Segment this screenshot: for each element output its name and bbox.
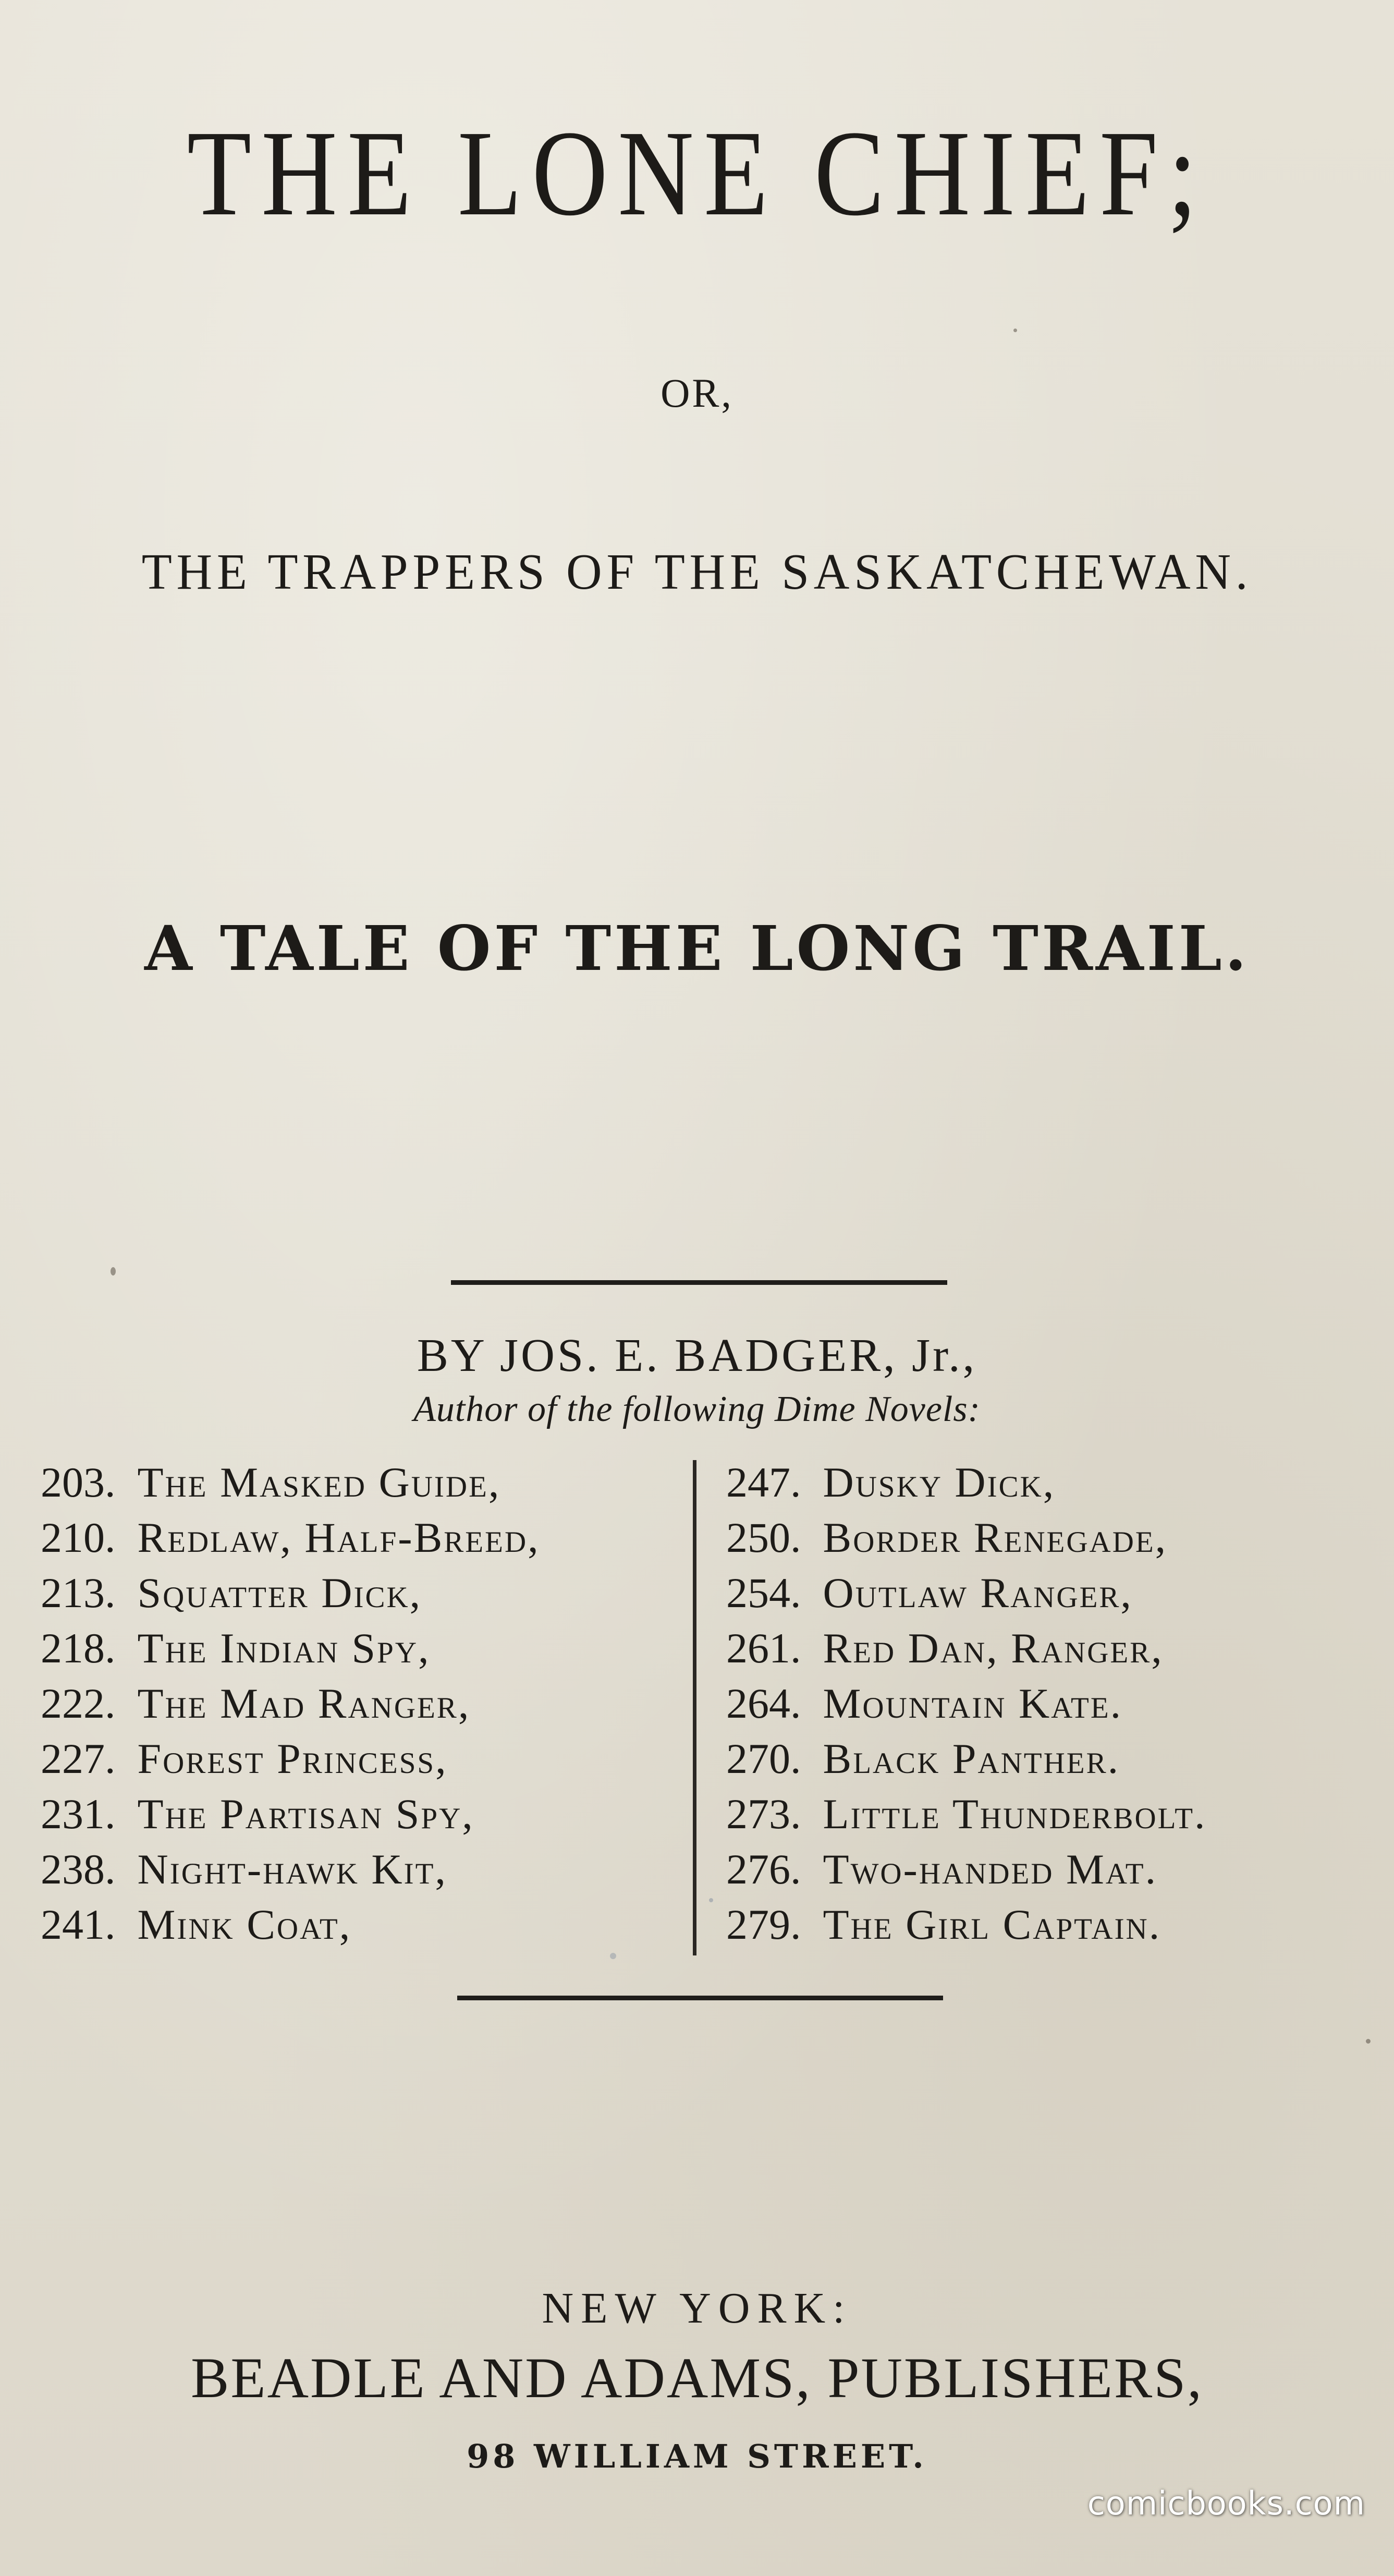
novel-item (41, 1842, 540, 1897)
novel-title: Border Renegade, (823, 1514, 1168, 1561)
novel-item (726, 1455, 1207, 1510)
paper-speck (1013, 329, 1017, 332)
bottom-rule (457, 1996, 943, 2000)
novel-item (41, 1787, 540, 1842)
novel-title: The Girl Captain. (823, 1901, 1161, 1948)
novel-title: Dusky Dick, (823, 1459, 1056, 1506)
publisher-address: 98 WILLIAM STREET. (467, 2437, 927, 2475)
novel-list-left (41, 1455, 540, 1952)
novel-title: Mink Coat, (137, 1901, 352, 1948)
novel-item (41, 1621, 540, 1676)
author-note: Author of the following Dime Novels: (413, 1389, 981, 1429)
novel-number: 227. (41, 1735, 116, 1782)
novel-number: 222. (41, 1680, 116, 1727)
novel-item (41, 1676, 540, 1731)
novel-item (726, 1787, 1207, 1842)
novel-title: The Indian Spy, (137, 1624, 431, 1672)
novel-item (41, 1510, 540, 1565)
novel-title: Red Dan, Ranger, (823, 1624, 1164, 1672)
novel-number: 273. (726, 1790, 801, 1838)
novel-title: Redlaw, Half-Breed, (137, 1514, 540, 1561)
column-divider (693, 1460, 696, 1955)
novel-item (726, 1897, 1207, 1952)
novel-number: 264. (726, 1680, 801, 1727)
novel-number: 210. (41, 1514, 116, 1561)
novel-title: Night-hawk Kit, (137, 1845, 447, 1893)
novel-title: The Partisan Spy, (137, 1790, 474, 1838)
novel-title: The Mad Ranger, (137, 1680, 471, 1727)
novel-item (726, 1621, 1207, 1676)
author-byline: BY JOS. E. BADGER, Jr., (417, 1330, 977, 1381)
novel-item (726, 1731, 1207, 1787)
novel-number: 254. (726, 1569, 801, 1617)
title-conjunction: OR, (661, 370, 733, 416)
novel-list-right (726, 1455, 1207, 1952)
top-rule (451, 1280, 947, 1285)
novel-title: Outlaw Ranger, (823, 1569, 1133, 1617)
novel-number: 238. (41, 1845, 116, 1893)
novel-title: Mountain Kate. (823, 1680, 1123, 1727)
book-title: THE LONE CHIEF; (187, 105, 1207, 241)
novel-item (41, 1731, 540, 1787)
novel-title: Black Panther. (823, 1735, 1120, 1782)
book-tagline: A TALE OF THE LONG TRAIL. (144, 912, 1250, 985)
paper-speck (1366, 2039, 1371, 2044)
novel-item (726, 1510, 1207, 1565)
novel-item (41, 1565, 540, 1621)
novel-number: 250. (726, 1514, 801, 1561)
novel-number: 276. (726, 1845, 801, 1893)
novel-title: Squatter Dick, (137, 1569, 422, 1617)
paper-speck (111, 1267, 116, 1275)
paper-speck (709, 1898, 713, 1902)
novel-item (41, 1455, 540, 1510)
novel-number: 261. (726, 1624, 801, 1672)
novel-number: 241. (41, 1901, 116, 1948)
novel-title: Forest Princess, (137, 1735, 448, 1782)
novel-number: 270. (726, 1735, 801, 1782)
novel-item (726, 1565, 1207, 1621)
paper-speck (610, 1953, 616, 1959)
novel-title: Two-handed Mat. (823, 1845, 1158, 1893)
site-watermark: comicbooks.com (1087, 2484, 1365, 2522)
novel-number: 218. (41, 1624, 116, 1672)
novel-title: The Masked Guide, (137, 1459, 501, 1506)
novel-number: 213. (41, 1569, 116, 1617)
novel-item (726, 1676, 1207, 1731)
novel-number: 231. (41, 1790, 116, 1838)
novel-item (41, 1897, 540, 1952)
novel-number: 247. (726, 1459, 801, 1506)
novel-number: 279. (726, 1901, 801, 1948)
novel-number: 203. (41, 1459, 116, 1506)
publisher-name: BEADLE AND ADAMS, PUBLISHERS, (191, 2346, 1203, 2410)
publisher-city: NEW YORK: (542, 2284, 852, 2332)
book-subtitle: THE TRAPPERS OF THE SASKATCHEWAN. (141, 544, 1253, 600)
novel-item (726, 1842, 1207, 1897)
novel-title: Little Thunderbolt. (823, 1790, 1207, 1838)
